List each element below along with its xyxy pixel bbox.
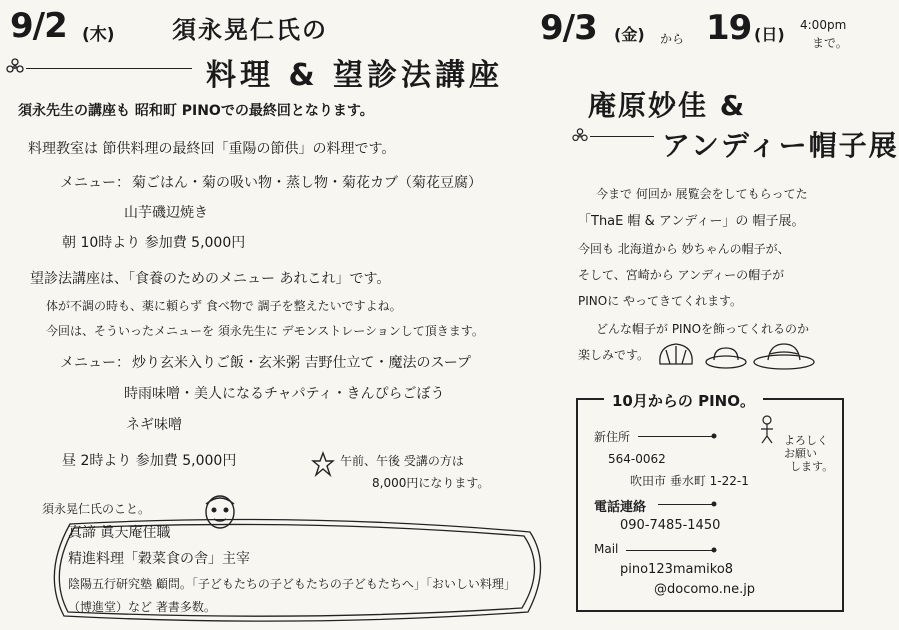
- boshin-menu-1: 炒り玄米入りご飯・玄米粥 吉野仕立て・魔法のスープ: [132, 355, 472, 371]
- exhibit-body-6: どんな帽子が PINOを飾ってくれるのか: [596, 322, 810, 336]
- exhibit-body-2: 「ThaE 帽 & アンディー」の 帽子展。: [578, 214, 805, 229]
- flower-doodle-icon: [6, 58, 24, 76]
- boshin-menu-2: 時雨味噌・美人になるチャパティ・きんぴらごぼう: [124, 386, 445, 402]
- boshin-desc-1: 体が不調の時も、薬に頼らず 食べ物で 調子を整えたいですよね。: [46, 299, 402, 313]
- event-weekday: (木): [82, 25, 115, 45]
- exhibit-body-1: 今まで 何回か 展覧会をしてもらってた: [596, 187, 808, 201]
- exhibit-until: まで。: [812, 36, 848, 50]
- bullet-dot-icon: [710, 546, 718, 554]
- hat-doodle-icon: [704, 344, 748, 370]
- figure-doodle-icon: [758, 414, 776, 444]
- mail-address-1: pino123mamiko8: [620, 562, 734, 577]
- phone-number: 090-7485-1450: [620, 518, 721, 533]
- exhibit-from: から: [660, 32, 685, 46]
- boshin-time-fee: 昼 2時より 参加費 5,000円: [62, 453, 237, 469]
- boshin-menu-3: ネギ味噌: [126, 417, 182, 433]
- hat-doodle-icon: [654, 342, 698, 370]
- hat-doodle-icon: [752, 340, 816, 370]
- exhibit-body-3: 今回も 北海道から 妙ちゃんの帽子が、: [578, 242, 790, 256]
- star-doodle-icon: [312, 452, 334, 478]
- cooking-menu-1: 菊ごはん・菊の吸い物・蒸し物・菊花カブ（菊花豆腐）: [132, 175, 482, 191]
- exhibit-time: 4:00pm: [800, 18, 847, 32]
- exhibit-start-date: 9/3: [540, 8, 597, 48]
- exhibit-body-5: PINOに やってきてくれます。: [578, 294, 743, 308]
- title-rule: [590, 136, 654, 137]
- phone-label: 電話連絡: [594, 500, 647, 515]
- mail-label: Mail: [594, 542, 619, 556]
- flower-doodle-icon: [572, 128, 588, 144]
- zip-code: 564-0062: [608, 452, 666, 466]
- cooking-menu-2: 山芋磯辺焼き: [124, 205, 208, 221]
- profile-line-1: 真諦 眞天庵住職: [68, 525, 171, 541]
- both-sessions-1: 午前、午後 受講の方は: [340, 454, 464, 468]
- exhibit-body-4: そして、宮崎から アンディーの帽子が: [578, 268, 785, 282]
- exhibit-title-2: アンディー帽子展: [662, 129, 899, 162]
- address-label: 新住所: [594, 430, 631, 444]
- mail-address-2: @docomo.ne.jp: [654, 582, 756, 597]
- address-leader: [638, 436, 712, 437]
- exhibit-start-weekday: (金): [614, 25, 645, 44]
- exhibit-title-1: 庵原妙佳 &: [588, 89, 747, 122]
- profile-line-3: 陰陽五行研究塾 顧問。「子どもたちの子どもたちの子どもたちへ」「おいしい料理」: [68, 577, 516, 591]
- exhibit-end-date: 19: [706, 8, 752, 48]
- both-sessions-2: 8,000円になります。: [372, 476, 490, 490]
- boshin-line: 望診法講座は、「食養のためのメニュー あれこれ」です。: [30, 271, 391, 287]
- intro-line: 須永先生の講座も 昭和町 PINOでの最終回となります。: [18, 103, 374, 119]
- bullet-dot-icon: [710, 432, 718, 440]
- cooking-time-fee: 朝 10時より 参加費 5,000円: [62, 235, 246, 251]
- boshin-desc-2: 今回は、そういったメニューを 須永先生に デモンストレーションして頂きます。: [46, 324, 484, 338]
- boshin-menu-label: メニュー：: [60, 355, 130, 371]
- bullet-dot-icon: [710, 500, 718, 508]
- pino-box-title: 10月からの PINO。: [604, 390, 763, 411]
- header-rule: [26, 68, 192, 69]
- event-date: 9/2: [10, 6, 67, 46]
- cooking-menu-label: メニュー：: [60, 175, 130, 191]
- mail-leader: [626, 550, 712, 551]
- exhibit-body-7: 楽しみです。: [578, 348, 650, 362]
- aside-line-3: します。: [790, 460, 834, 473]
- address: 吹田市 垂水町 1-22-1: [630, 474, 749, 488]
- profile-heading: 須永晃仁氏のこと。: [42, 502, 151, 516]
- profile-line-2: 精進料理「穀菜食の舎」主宰: [68, 551, 250, 567]
- cooking-class-line: 料理教室は 節供料理の最終回「重陽の節供」の料理です。: [28, 141, 396, 157]
- phone-leader: [658, 504, 712, 505]
- host-name: 須永晃仁氏の: [172, 16, 328, 44]
- profile-line-4: （博進堂）など 著書多数。: [68, 600, 216, 614]
- aside-line-2: お願い: [784, 447, 817, 460]
- aside-line-1: よろしく: [784, 434, 828, 447]
- event-title: 料理 & 望診法講座: [206, 58, 504, 93]
- exhibit-end-weekday: (日): [754, 25, 785, 44]
